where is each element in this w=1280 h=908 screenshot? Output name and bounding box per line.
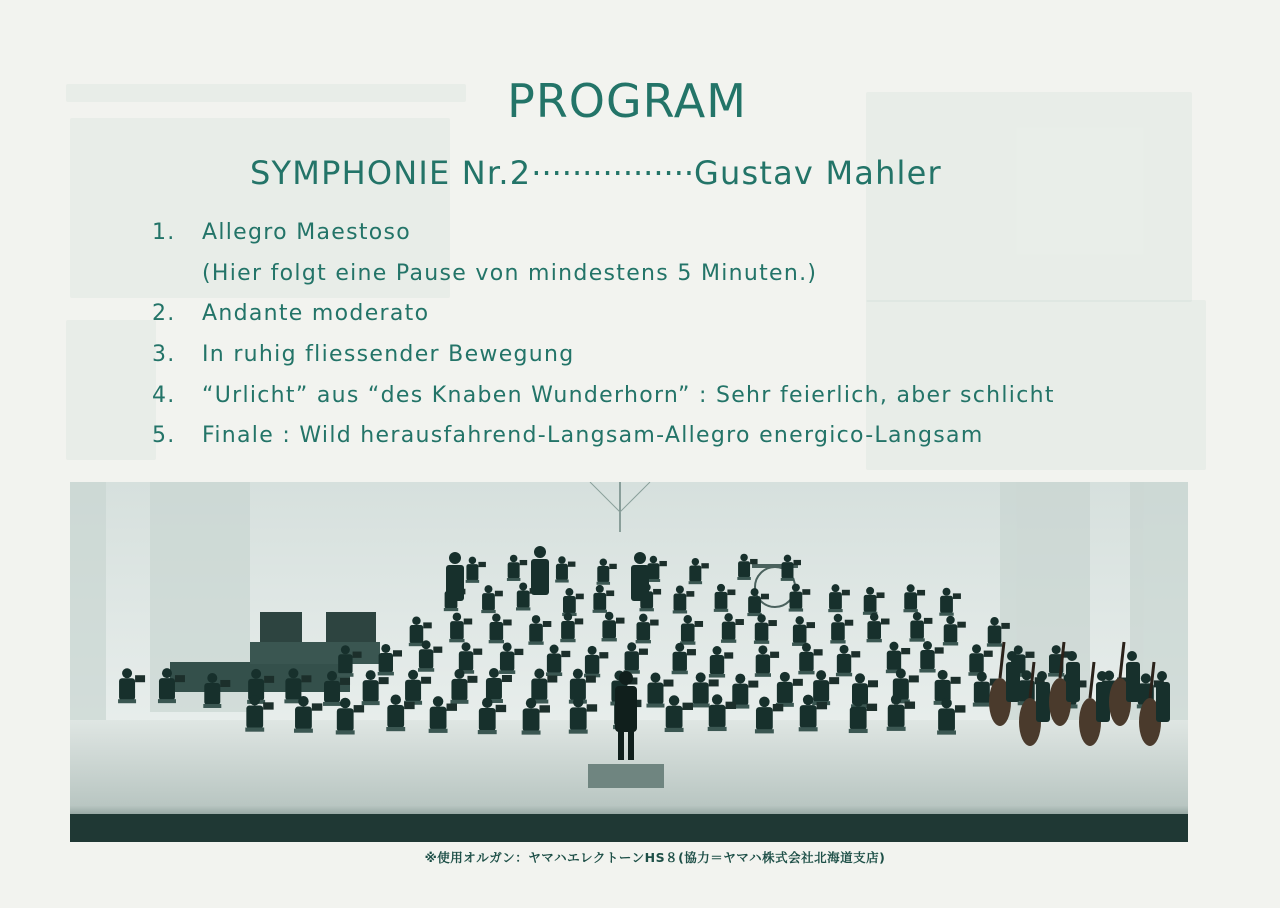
movement-number: 1. (152, 220, 176, 245)
bleed-through-left-text (66, 320, 156, 460)
movement-item (152, 214, 1055, 255)
movement-list (152, 214, 1055, 458)
movement-number: 2. (152, 301, 176, 327)
page-title: PROGRAM (507, 74, 747, 128)
movement-item (152, 417, 1055, 458)
movement-item (152, 295, 1055, 336)
movement-number: 3. (152, 342, 176, 368)
movement-title: Finale : Wild herausfahrend-Langsam-Allegro energico-Langsam (202, 423, 984, 449)
dot-leader: ················ (531, 154, 695, 192)
movement-item (152, 377, 1055, 418)
work-heading (250, 154, 942, 192)
composer-name: Gustav Mahler (694, 154, 942, 192)
movement-title: “Urlicht” aus “des Knaben Wunderhorn” : Sehr feierlich, aber schlicht (202, 382, 1055, 408)
movement-number: 4. (152, 382, 176, 408)
organ-credit-caption: ※使用オルガン：ヤマハエレクトーンHS８(協力＝ヤマハ株式会社北海道支店) (424, 850, 886, 865)
work-name: SYMPHONIE Nr.2 (250, 154, 532, 192)
orchestra-photo-image (70, 482, 1188, 842)
movement-number: 5. (152, 423, 176, 449)
movement-item (152, 336, 1055, 377)
movement-title: In ruhig fliessender Bewegung (202, 342, 575, 368)
movement-title: Andante moderato (202, 301, 430, 327)
movement-title: Allegro Maestoso (202, 220, 412, 245)
pause-note (152, 255, 1055, 296)
pause-note-text: (Hier folgt eine Pause von mindestens 5 Minuten.) (202, 260, 818, 286)
orchestra-photo (70, 482, 1188, 842)
